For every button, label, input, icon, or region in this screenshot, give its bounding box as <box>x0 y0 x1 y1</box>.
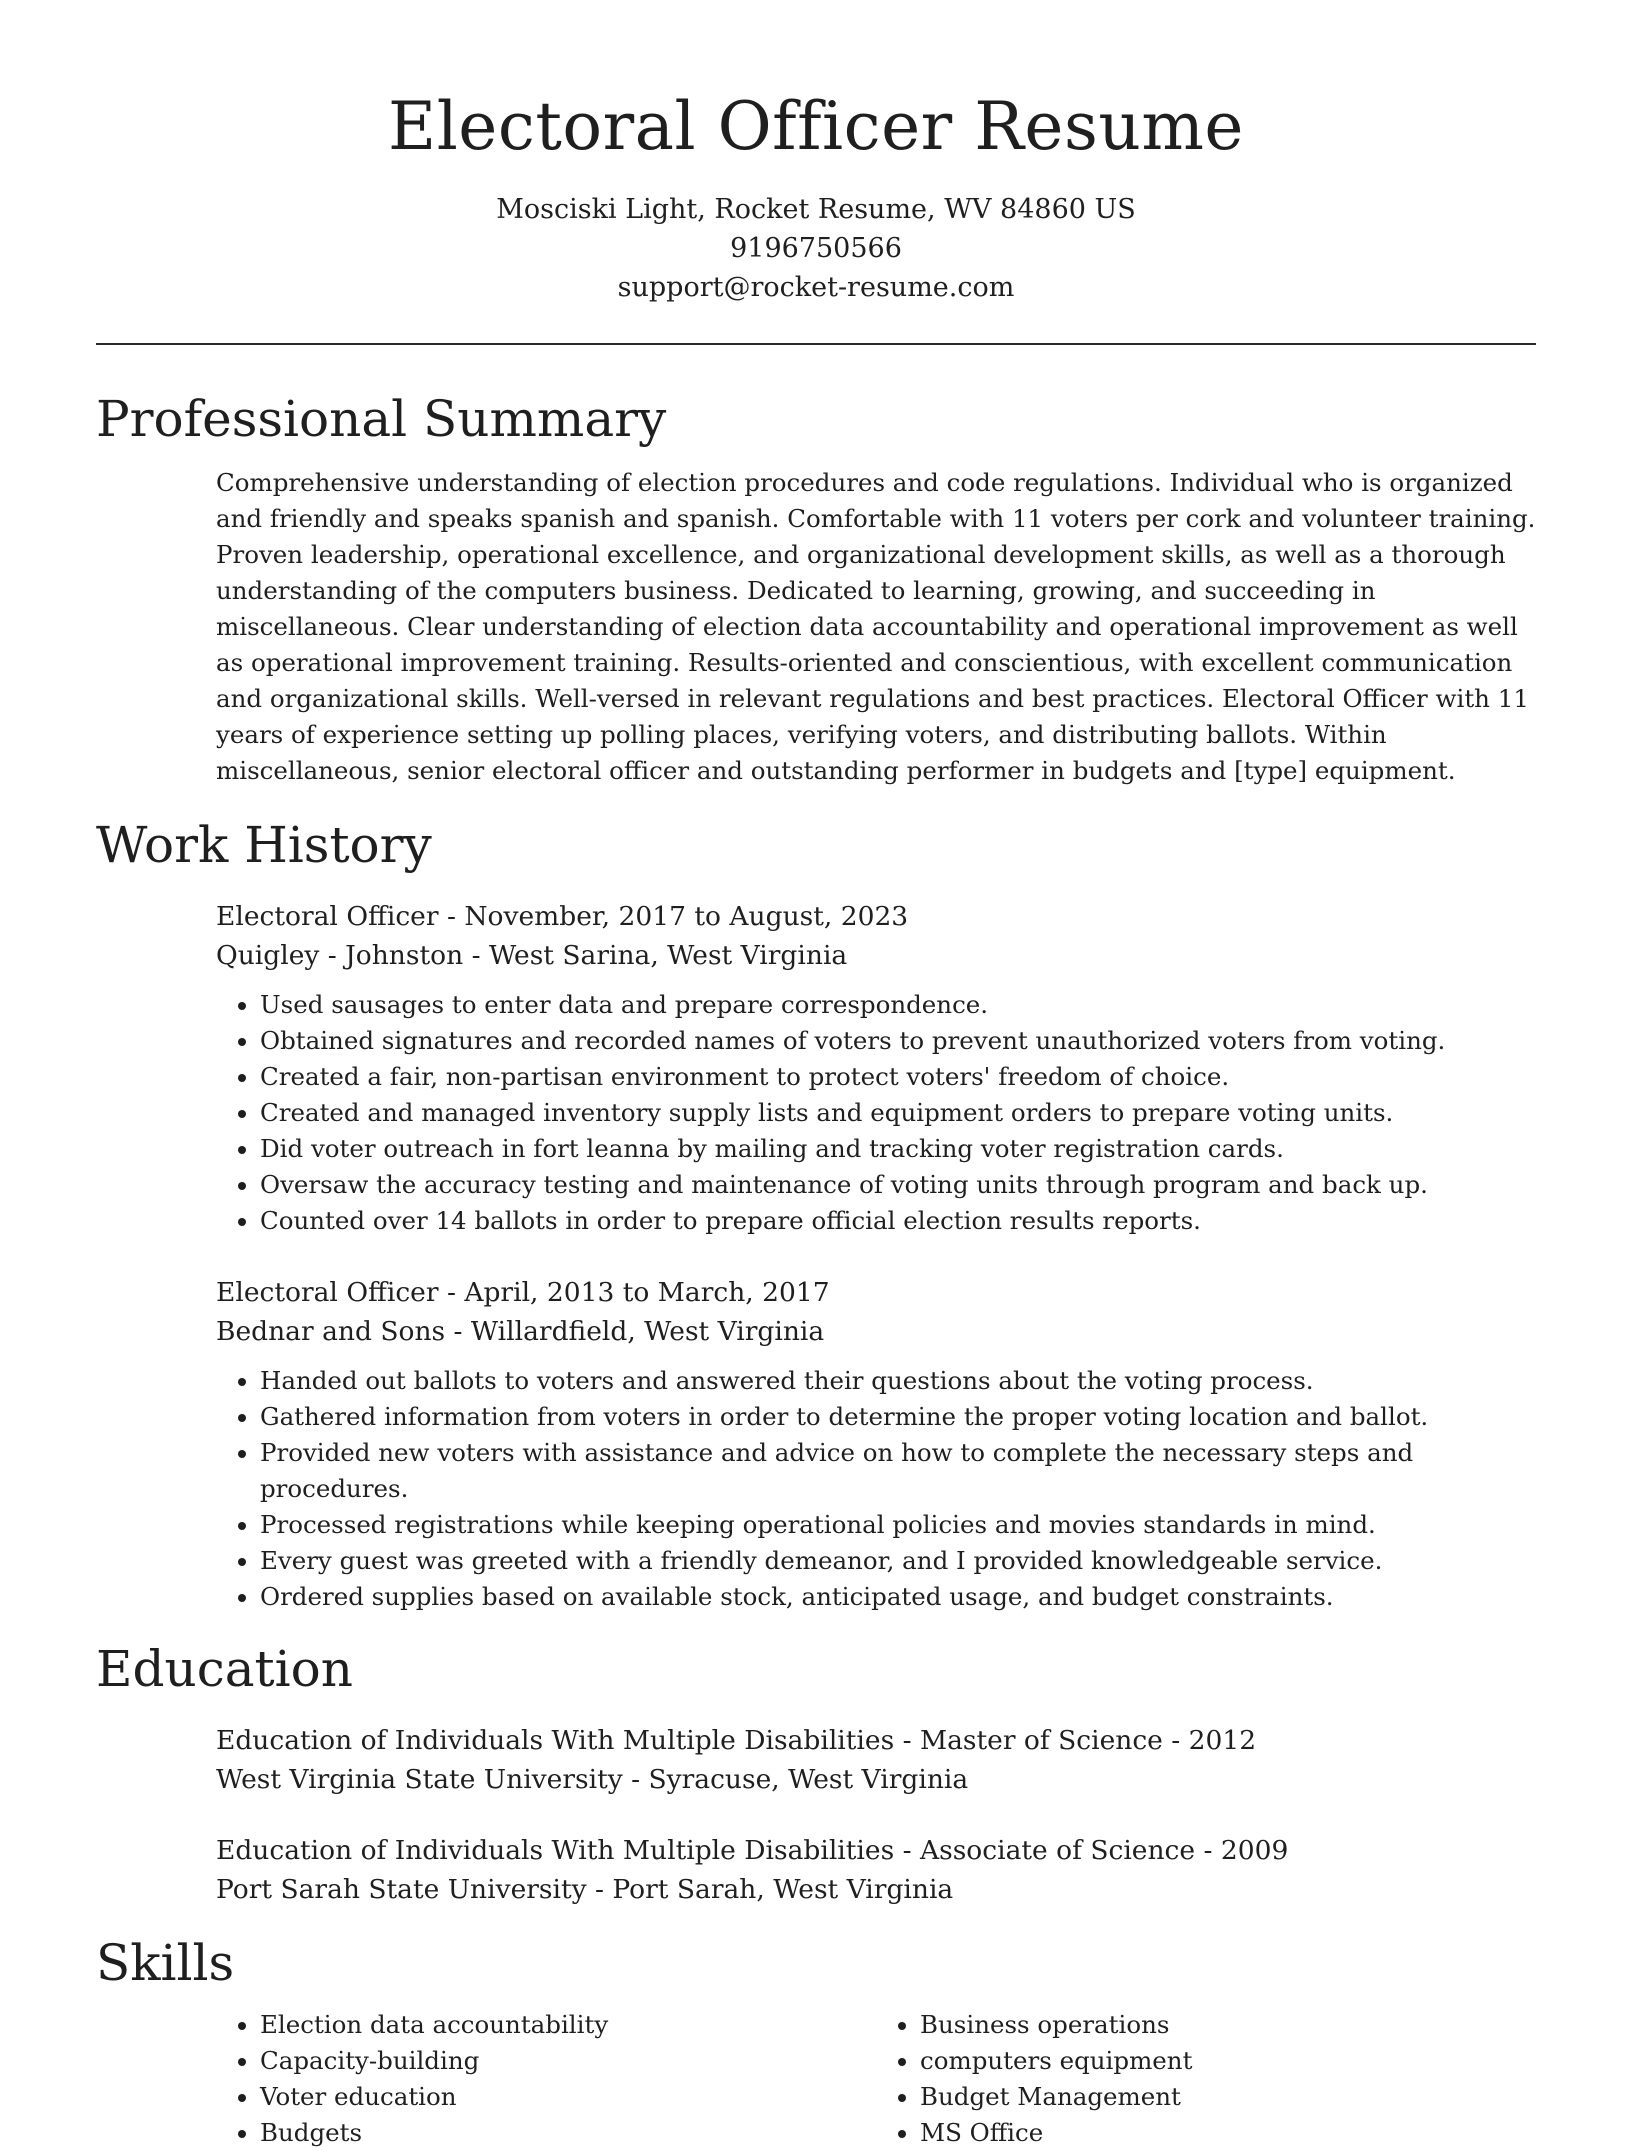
education-school-line: West Virginia State University - Syracuse, West Virginia <box>216 1764 969 1795</box>
resume-header <box>96 0 1536 307</box>
job-bullet: • Handed out ballots to voters and answered their questions about the voting process. <box>260 1363 1536 1399</box>
job-bullet: • Obtained signatures and recorded names of voters to prevent unauthorized voters from voting. <box>260 1023 1536 1059</box>
job-bullet: • Oversaw the accuracy testing and maintenance of voting units through program and back up. <box>260 1167 1536 1203</box>
job-bullet-list <box>216 1363 1536 1615</box>
contact-email: support@rocket-resume.com <box>617 272 1015 303</box>
education-heading: Education <box>96 1640 353 1698</box>
education-entry <box>216 1831 1536 1909</box>
skill-item: • Election data accountability <box>260 2007 876 2043</box>
job-bullet: • Gathered information from voters in order to determine the proper voting location and ballot. <box>260 1399 1536 1435</box>
skills-column-right <box>876 2007 1536 2151</box>
job-bullet: • Used sausages to enter data and prepare correspondence. <box>260 987 1536 1023</box>
job-bullet: • Ordered supplies based on available stock, anticipated usage, and budget constraints. <box>260 1579 1536 1615</box>
job-bullet: • Every guest was greeted with a friendly demeanor, and I provided knowledgeable service. <box>260 1543 1536 1579</box>
header-divider <box>96 343 1536 345</box>
job-company-line: Bednar and Sons - Willardfield, West Virginia <box>216 1316 825 1347</box>
contact-address: Mosciski Light, Rocket Resume, WV 84860 US <box>496 194 1136 225</box>
education-degree-line: Education of Individuals With Multiple Disabilities - Associate of Science - 2009 <box>216 1835 1289 1866</box>
job-bullet: • Created a fair, non-partisan environment to protect voters' freedom of choice. <box>260 1059 1536 1095</box>
skill-item: • Capacity-building <box>260 2043 876 2079</box>
skill-item: • MS Office <box>920 2115 1536 2151</box>
job-entry <box>216 897 1536 1239</box>
job-entry <box>216 1273 1536 1615</box>
job-title-line: Electoral Officer - April, 2013 to March, 2017 <box>216 1277 830 1308</box>
job-bullet: • Provided new voters with assistance and advice on how to complete the necessary steps and procedures. <box>260 1435 1536 1507</box>
skill-item: • Budget Management <box>920 2079 1536 2115</box>
job-bullet-list <box>216 987 1536 1239</box>
education-degree-line: Education of Individuals With Multiple Disabilities - Master of Science - 2012 <box>216 1725 1257 1756</box>
contact-block <box>96 190 1536 307</box>
job-bullet: • Processed registrations while keeping operational policies and movies standards in mind. <box>260 1507 1536 1543</box>
education-school-line: Port Sarah State University - Port Sarah, West Virginia <box>216 1874 954 1905</box>
contact-phone: 9196750566 <box>730 233 902 264</box>
resume-page <box>96 0 1536 2151</box>
skill-item: • Business operations <box>920 2007 1536 2043</box>
summary-text: Comprehensive understanding of election procedures and code regulations. Individual who is organized and friendly and speaks spanish and spanish. Comfortable with 11 voters per cork and volunteer training. Proven leadership, operational excellence, and organizational development skills, as well as a thorough understanding of the computers business. Dedicated to learning, growing, and succeeding in miscellaneous. Clear understanding of election data accountability and operational improvement as well as operational improvement training. Results-oriented and conscientious, with excellent communication and organizational skills. Well-versed in relevant regulations and best practices. Electoral Officer with 11 years of experience setting up polling places, verifying voters, and distributing ballots. Within miscellaneous, senior electoral officer and outstanding performer in budgets and [type] equipment. <box>216 468 1536 785</box>
job-company-line: Quigley - Johnston - West Sarina, West Virginia <box>216 940 848 971</box>
skill-item: • Voter education <box>260 2079 876 2115</box>
job-bullet: • Did voter outreach in fort leanna by mailing and tracking voter registration cards. <box>260 1131 1536 1167</box>
job-bullet: • Created and managed inventory supply lists and equipment orders to prepare voting units. <box>260 1095 1536 1131</box>
work-history-heading: Work History <box>96 816 432 874</box>
skills-grid <box>216 2007 1536 2151</box>
resume-title: Electoral Officer Resume <box>388 88 1244 165</box>
skill-item: • computers equipment <box>920 2043 1536 2079</box>
skills-column-left <box>216 2007 876 2151</box>
job-title-line: Electoral Officer - November, 2017 to August, 2023 <box>216 901 909 932</box>
summary-heading: Professional Summary <box>96 390 667 448</box>
job-bullet: • Counted over 14 ballots in order to prepare official election results reports. <box>260 1203 1536 1239</box>
skill-item: • Budgets <box>260 2115 876 2151</box>
skills-heading: Skills <box>96 1934 235 1992</box>
education-entry <box>216 1721 1536 1799</box>
